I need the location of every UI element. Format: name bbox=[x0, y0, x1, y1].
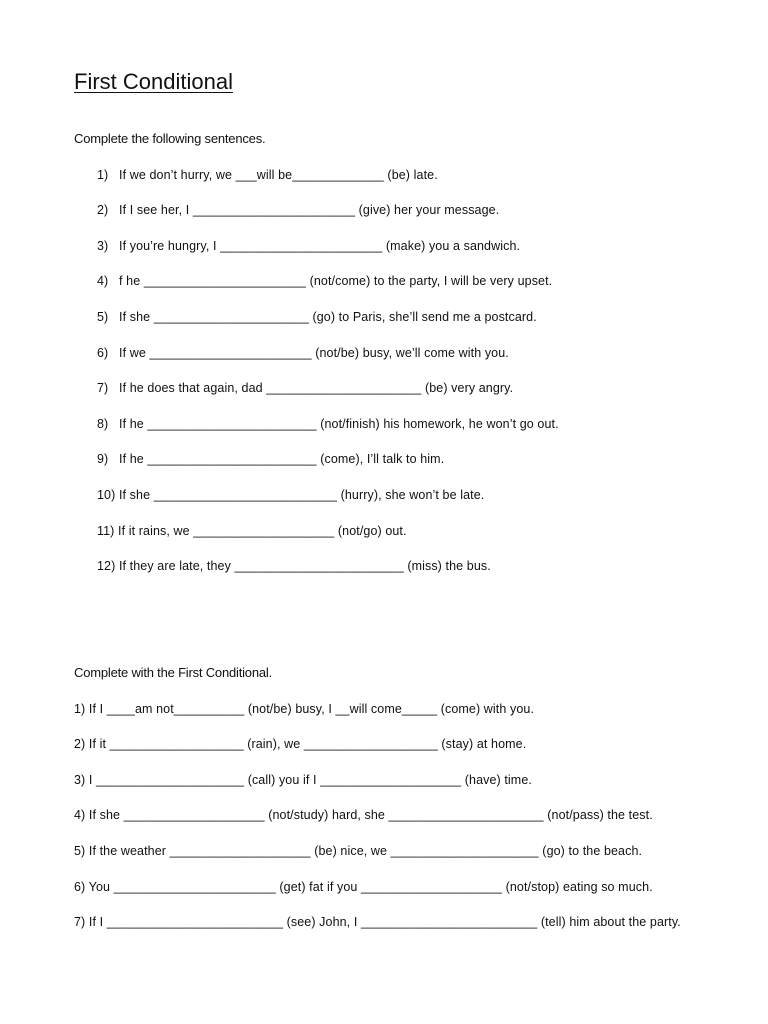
section2-heading: Complete with the First Conditional. bbox=[74, 665, 273, 680]
item-number: 2) bbox=[97, 203, 109, 217]
list-item: 6) You _______________________ (get) fat if you ____________________ (not/stop) eating so much. bbox=[74, 880, 653, 894]
list-item: 1) If I ____am not__________ (not/be) busy, I __will come_____ (come) with you. bbox=[74, 702, 535, 716]
list-item: 2) If it ___________________ (rain), we ___________________ (stay) at home. bbox=[74, 737, 527, 751]
item-text: If she __________________________ (hurry), she won’t be late. bbox=[118, 488, 485, 502]
list-item: 3) I _____________________ (call) you if I ____________________ (have) time. bbox=[74, 773, 532, 787]
list-item bbox=[97, 557, 491, 575]
item-text: If she ______________________ (go) to Paris, she’ll send me a postcard. bbox=[119, 310, 537, 324]
item-number: 3) bbox=[97, 239, 109, 253]
page-title: First Conditional bbox=[74, 69, 233, 94]
list-item bbox=[97, 379, 513, 397]
item-number: 4) bbox=[97, 274, 109, 288]
item-text: f he _______________________ (not/come) to the party, I will be very upset. bbox=[119, 274, 553, 288]
list-item bbox=[97, 237, 520, 255]
item-text: If I see her, I _______________________ (give) her your message. bbox=[119, 203, 500, 217]
list-item: 4) If she ____________________ (not/study) hard, she ______________________ (not/pass) the test. bbox=[74, 808, 653, 822]
list-item: 7) If I _________________________ (see) John, I _________________________ (tell) him about the party. bbox=[74, 915, 681, 929]
section1-heading: Complete the following sentences. bbox=[74, 131, 266, 146]
item-text: If we don’t hurry, we ___will be_____________ (be) late. bbox=[119, 168, 438, 182]
item-text: If you’re hungry, I _______________________ (make) you a sandwich. bbox=[119, 239, 521, 253]
item-text: If he ________________________ (not/finish) his homework, he won’t go out. bbox=[119, 417, 559, 431]
list-item bbox=[97, 272, 552, 290]
item-number: 6) bbox=[97, 346, 109, 360]
item-number: 1) bbox=[97, 168, 109, 182]
item-number: 8) bbox=[97, 417, 109, 431]
list-item bbox=[97, 522, 407, 540]
item-text: If it rains, we ____________________ (not/go) out. bbox=[118, 524, 407, 538]
item-number: 11) bbox=[97, 524, 115, 538]
list-item bbox=[97, 308, 537, 326]
list-item: 5) If the weather ____________________ (be) nice, we _____________________ (go) to the beach. bbox=[74, 844, 643, 858]
item-text: If he ________________________ (come), I’ll talk to him. bbox=[119, 452, 445, 466]
item-number: 5) bbox=[97, 310, 109, 324]
list-item bbox=[97, 415, 559, 433]
list-item bbox=[97, 166, 438, 184]
list-item bbox=[97, 486, 484, 504]
item-text: If they are late, they ________________________ (miss) the bus. bbox=[118, 559, 491, 573]
list-item bbox=[97, 201, 499, 219]
item-text: If we _______________________ (not/be) busy, we’ll come with you. bbox=[119, 346, 509, 360]
item-number: 12) bbox=[97, 559, 116, 573]
list-item bbox=[97, 344, 509, 362]
item-number: 7) bbox=[97, 381, 109, 395]
list-item bbox=[97, 450, 444, 468]
item-number: 9) bbox=[97, 452, 109, 466]
item-number: 10) bbox=[97, 488, 116, 502]
item-text: If he does that again, dad ______________________ (be) very angry. bbox=[119, 381, 514, 395]
